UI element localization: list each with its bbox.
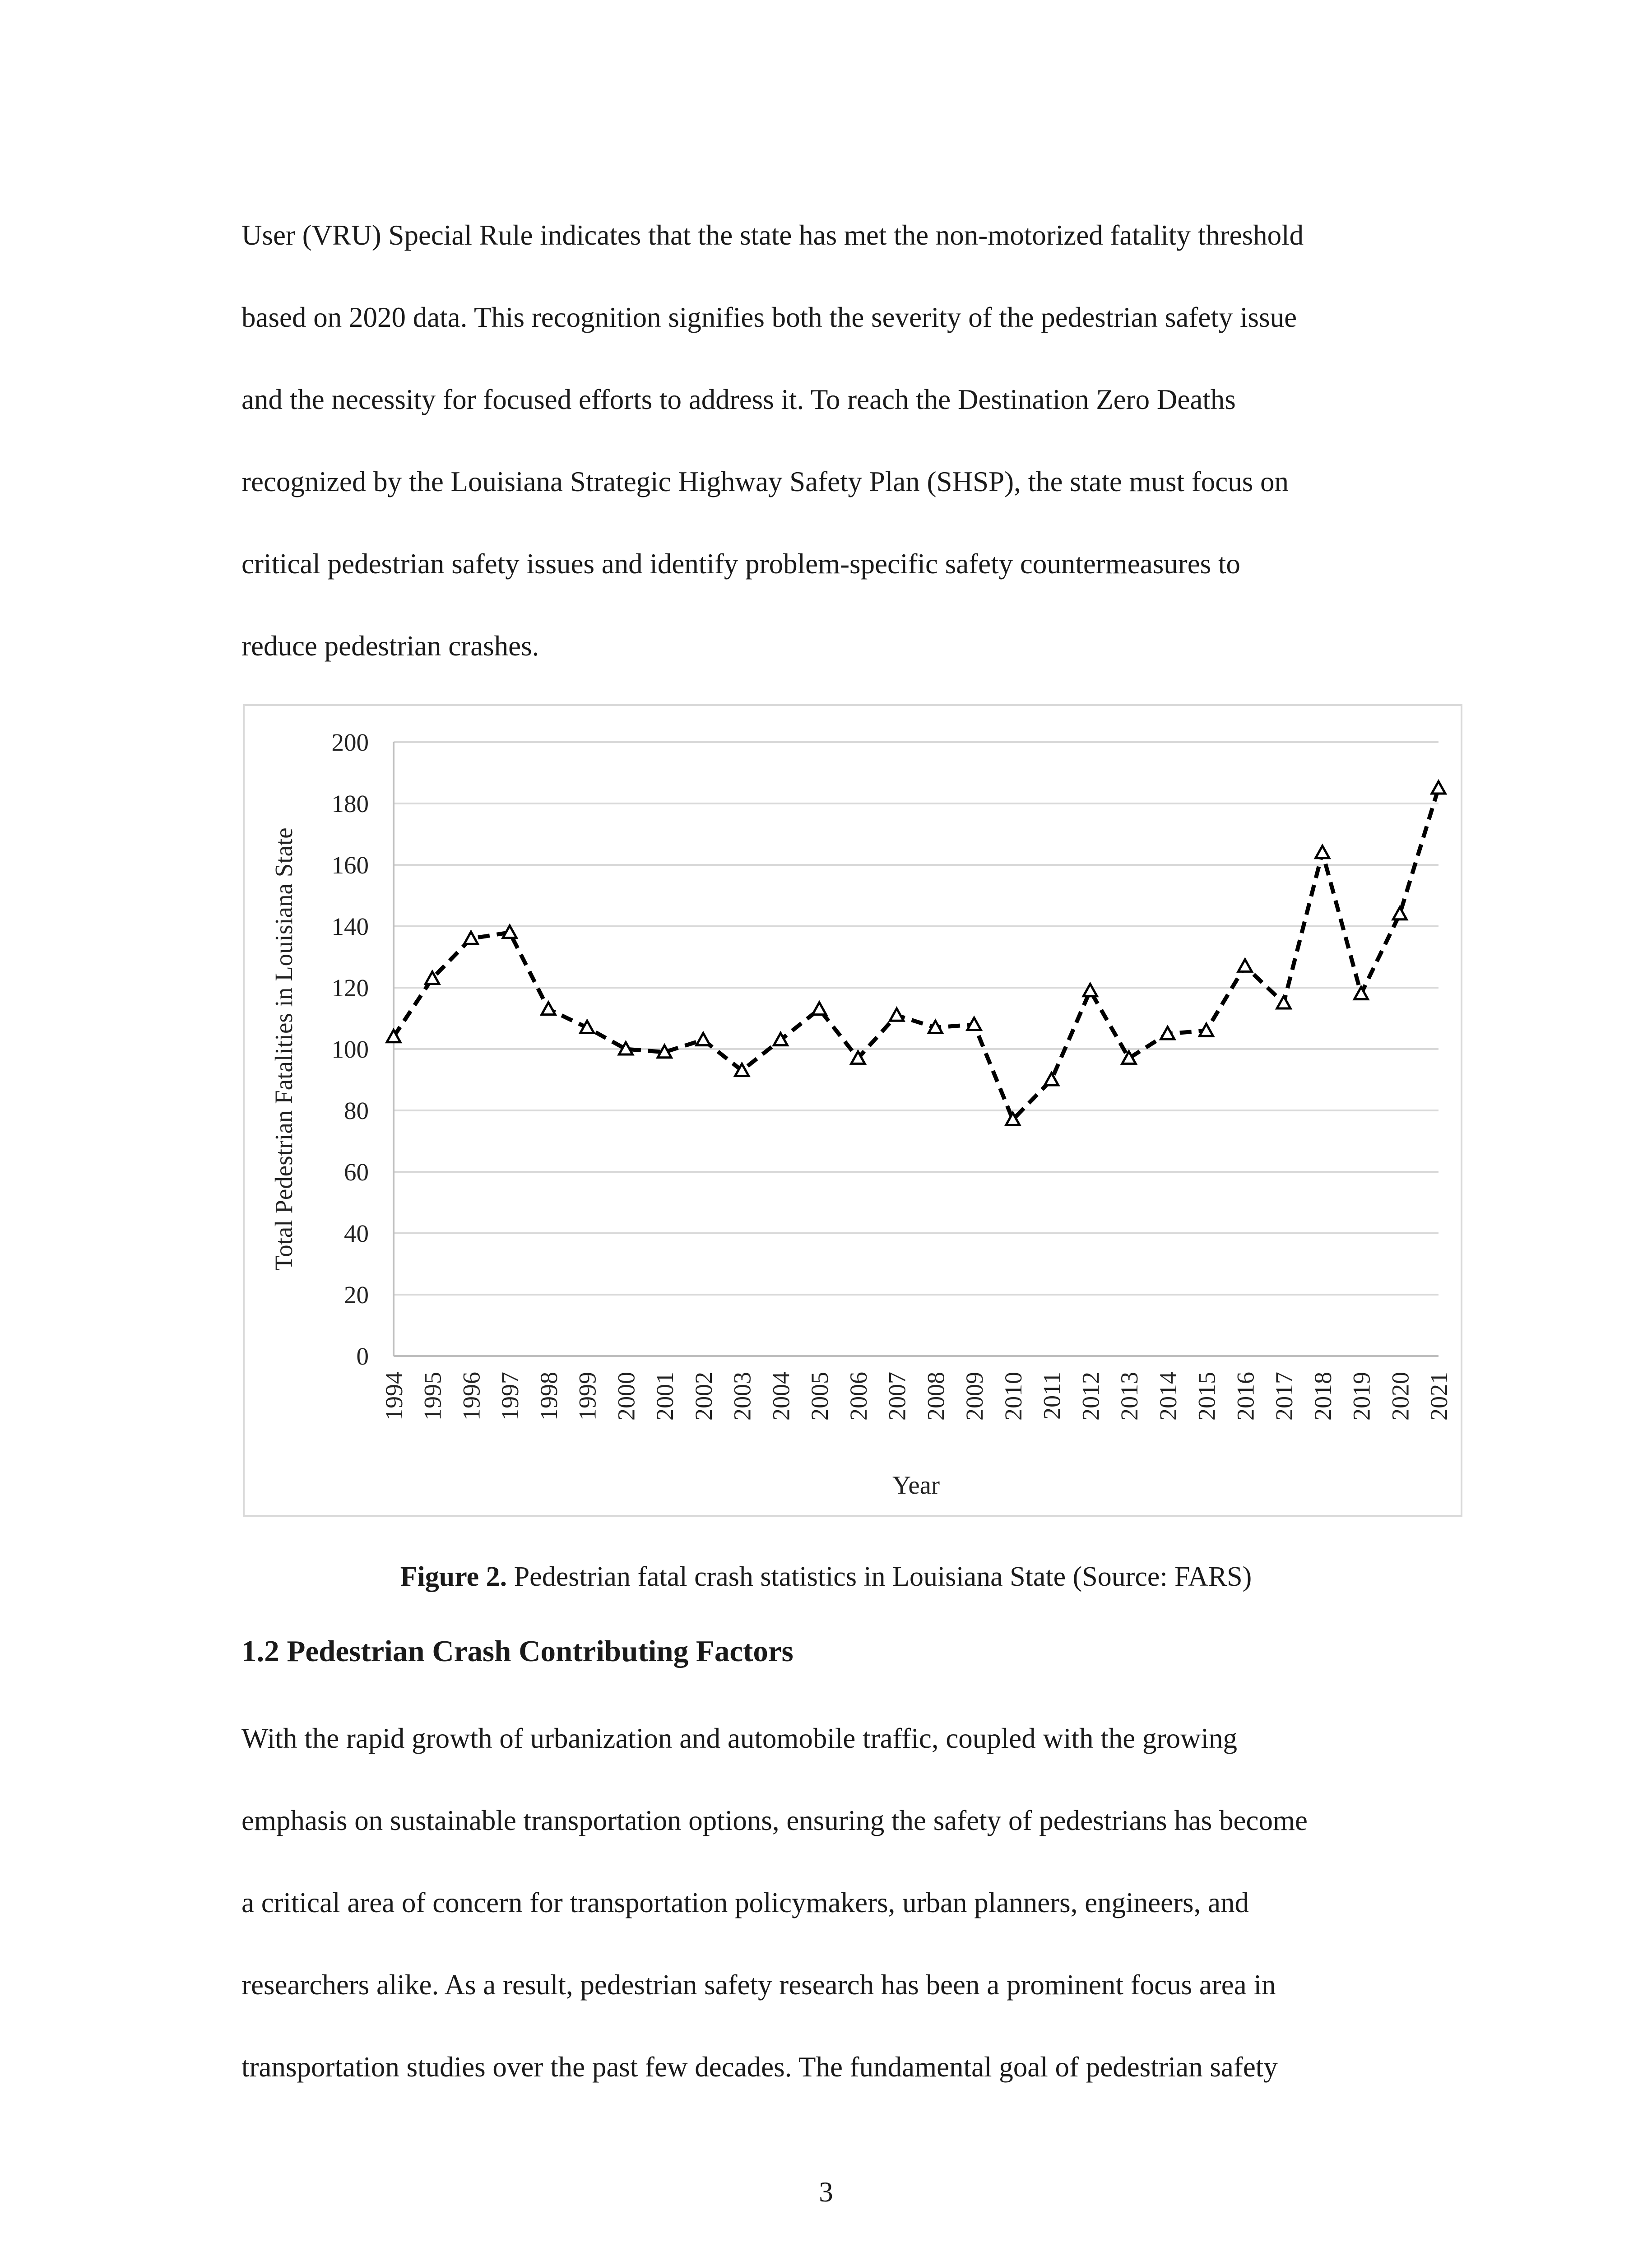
triangle-marker [1083,984,1097,996]
y-tick-label: 100 [331,1036,369,1063]
x-axis-label: Year [892,1471,940,1500]
x-tick-label: 2006 [845,1372,872,1421]
triangle-marker [1045,1073,1058,1085]
x-tick-label: 2016 [1232,1372,1259,1421]
text-line: reduce pedestrian crashes. [241,630,539,662]
y-tick-label: 80 [344,1097,369,1124]
triangle-marker [542,1003,555,1015]
x-tick-label: 2018 [1309,1372,1336,1421]
x-tick-label: 2012 [1077,1372,1104,1421]
x-tick-label: 2020 [1387,1372,1414,1421]
triangle-marker [1316,846,1329,858]
data-markers [387,781,1445,1125]
x-tick-label: 2017 [1271,1372,1298,1421]
x-tick-label: 2015 [1193,1372,1220,1421]
figure-chart [243,704,1462,1517]
figure-caption-text: Pedestrian fatal crash statistics in Louisiana State (Source: FARS) [507,1561,1252,1592]
text-line: critical pedestrian safety issues and identify problem-specific safety countermeasures to [241,548,1240,580]
text-line: researchers alike. As a result, pedestrian safety research has been a prominent focus area in [241,1969,1276,2001]
y-tick-label: 120 [331,974,369,1002]
x-tick-label: 2004 [767,1372,795,1421]
x-tick-label: 1997 [497,1372,524,1421]
gridlines [394,742,1439,1295]
y-tick-label: 140 [331,913,369,940]
x-tick-label: 2010 [999,1372,1027,1421]
text-line: emphasis on sustainable transportation options, ensuring the safety of pedestrians has become [241,1805,1308,1836]
y-tick-label: 200 [331,729,369,756]
triangle-marker [1432,781,1445,794]
x-tick-label: 2008 [922,1372,950,1421]
x-tick-label: 2021 [1425,1372,1452,1421]
x-tick-label: 1995 [419,1372,446,1421]
text-line: User (VRU) Special Rule indicates that the state has met the non-motorized fatality threshold [241,219,1304,251]
line-chart [245,706,1464,1519]
figure-label: Figure 2. [400,1561,507,1592]
x-tick-label: 2011 [1038,1372,1066,1420]
x-tick-label: 2000 [613,1372,640,1421]
text-line: based on 2020 data. This recognition signifies both the severity of the pedestrian safety issue [241,302,1297,333]
y-tick-label: 60 [344,1158,369,1186]
text-line: recognized by the Louisiana Strategic Highway Safety Plan (SHSP), the state must focus on [241,466,1289,497]
y-tick-label: 40 [344,1220,369,1247]
x-tick-label: 2019 [1348,1372,1375,1421]
page-number: 3 [819,2176,833,2208]
x-tick-label: 1998 [535,1372,562,1421]
x-tick-label: 2014 [1154,1372,1182,1421]
x-tick-label: 2001 [651,1372,679,1421]
y-tick-label: 20 [344,1281,369,1309]
text-line: and the necessity for focused efforts to address it. To reach the Destination Zero Deaths [241,384,1236,415]
y-tick-labels [332,729,369,1370]
x-tick-label: 1996 [458,1372,485,1421]
x-tick-label: 2003 [729,1372,756,1421]
x-tick-label: 2005 [806,1372,834,1421]
y-tick-label: 180 [331,790,369,817]
series-line [394,788,1439,1119]
x-tick-label: 2007 [883,1372,911,1421]
y-tick-label: 160 [331,851,369,879]
x-tick-label: 1994 [381,1372,408,1421]
x-tick-label: 2002 [690,1372,717,1421]
triangle-marker [1393,907,1406,920]
section-heading: 1.2 Pedestrian Crash Contributing Factors [241,1635,794,1668]
triangle-marker [1277,996,1290,1008]
x-tick-label: 1999 [574,1372,601,1421]
x-tick-label: 2013 [1116,1372,1143,1421]
text-line: With the rapid growth of urbanization and automobile traffic, coupled with the growing [241,1723,1237,1754]
triangle-marker [890,1008,904,1021]
figure-caption [0,1563,1652,1591]
triangle-marker [696,1033,710,1045]
triangle-marker [812,1003,826,1015]
y-axis-label: Total Pedestrian Fatalities in Louisiana State [270,827,297,1271]
triangle-marker [464,932,478,944]
x-tick-label: 2009 [961,1372,988,1421]
y-tick-label: 0 [356,1342,369,1370]
text-line: transportation studies over the past few decades. The fundamental goal of pedestrian safety [241,2051,1278,2083]
triangle-marker [1355,987,1368,999]
triangle-marker [1238,959,1252,971]
x-tick-labels [381,1372,1452,1421]
text-line: a critical area of concern for transportation policymakers, urban planners, engineers, and [241,1887,1249,1918]
